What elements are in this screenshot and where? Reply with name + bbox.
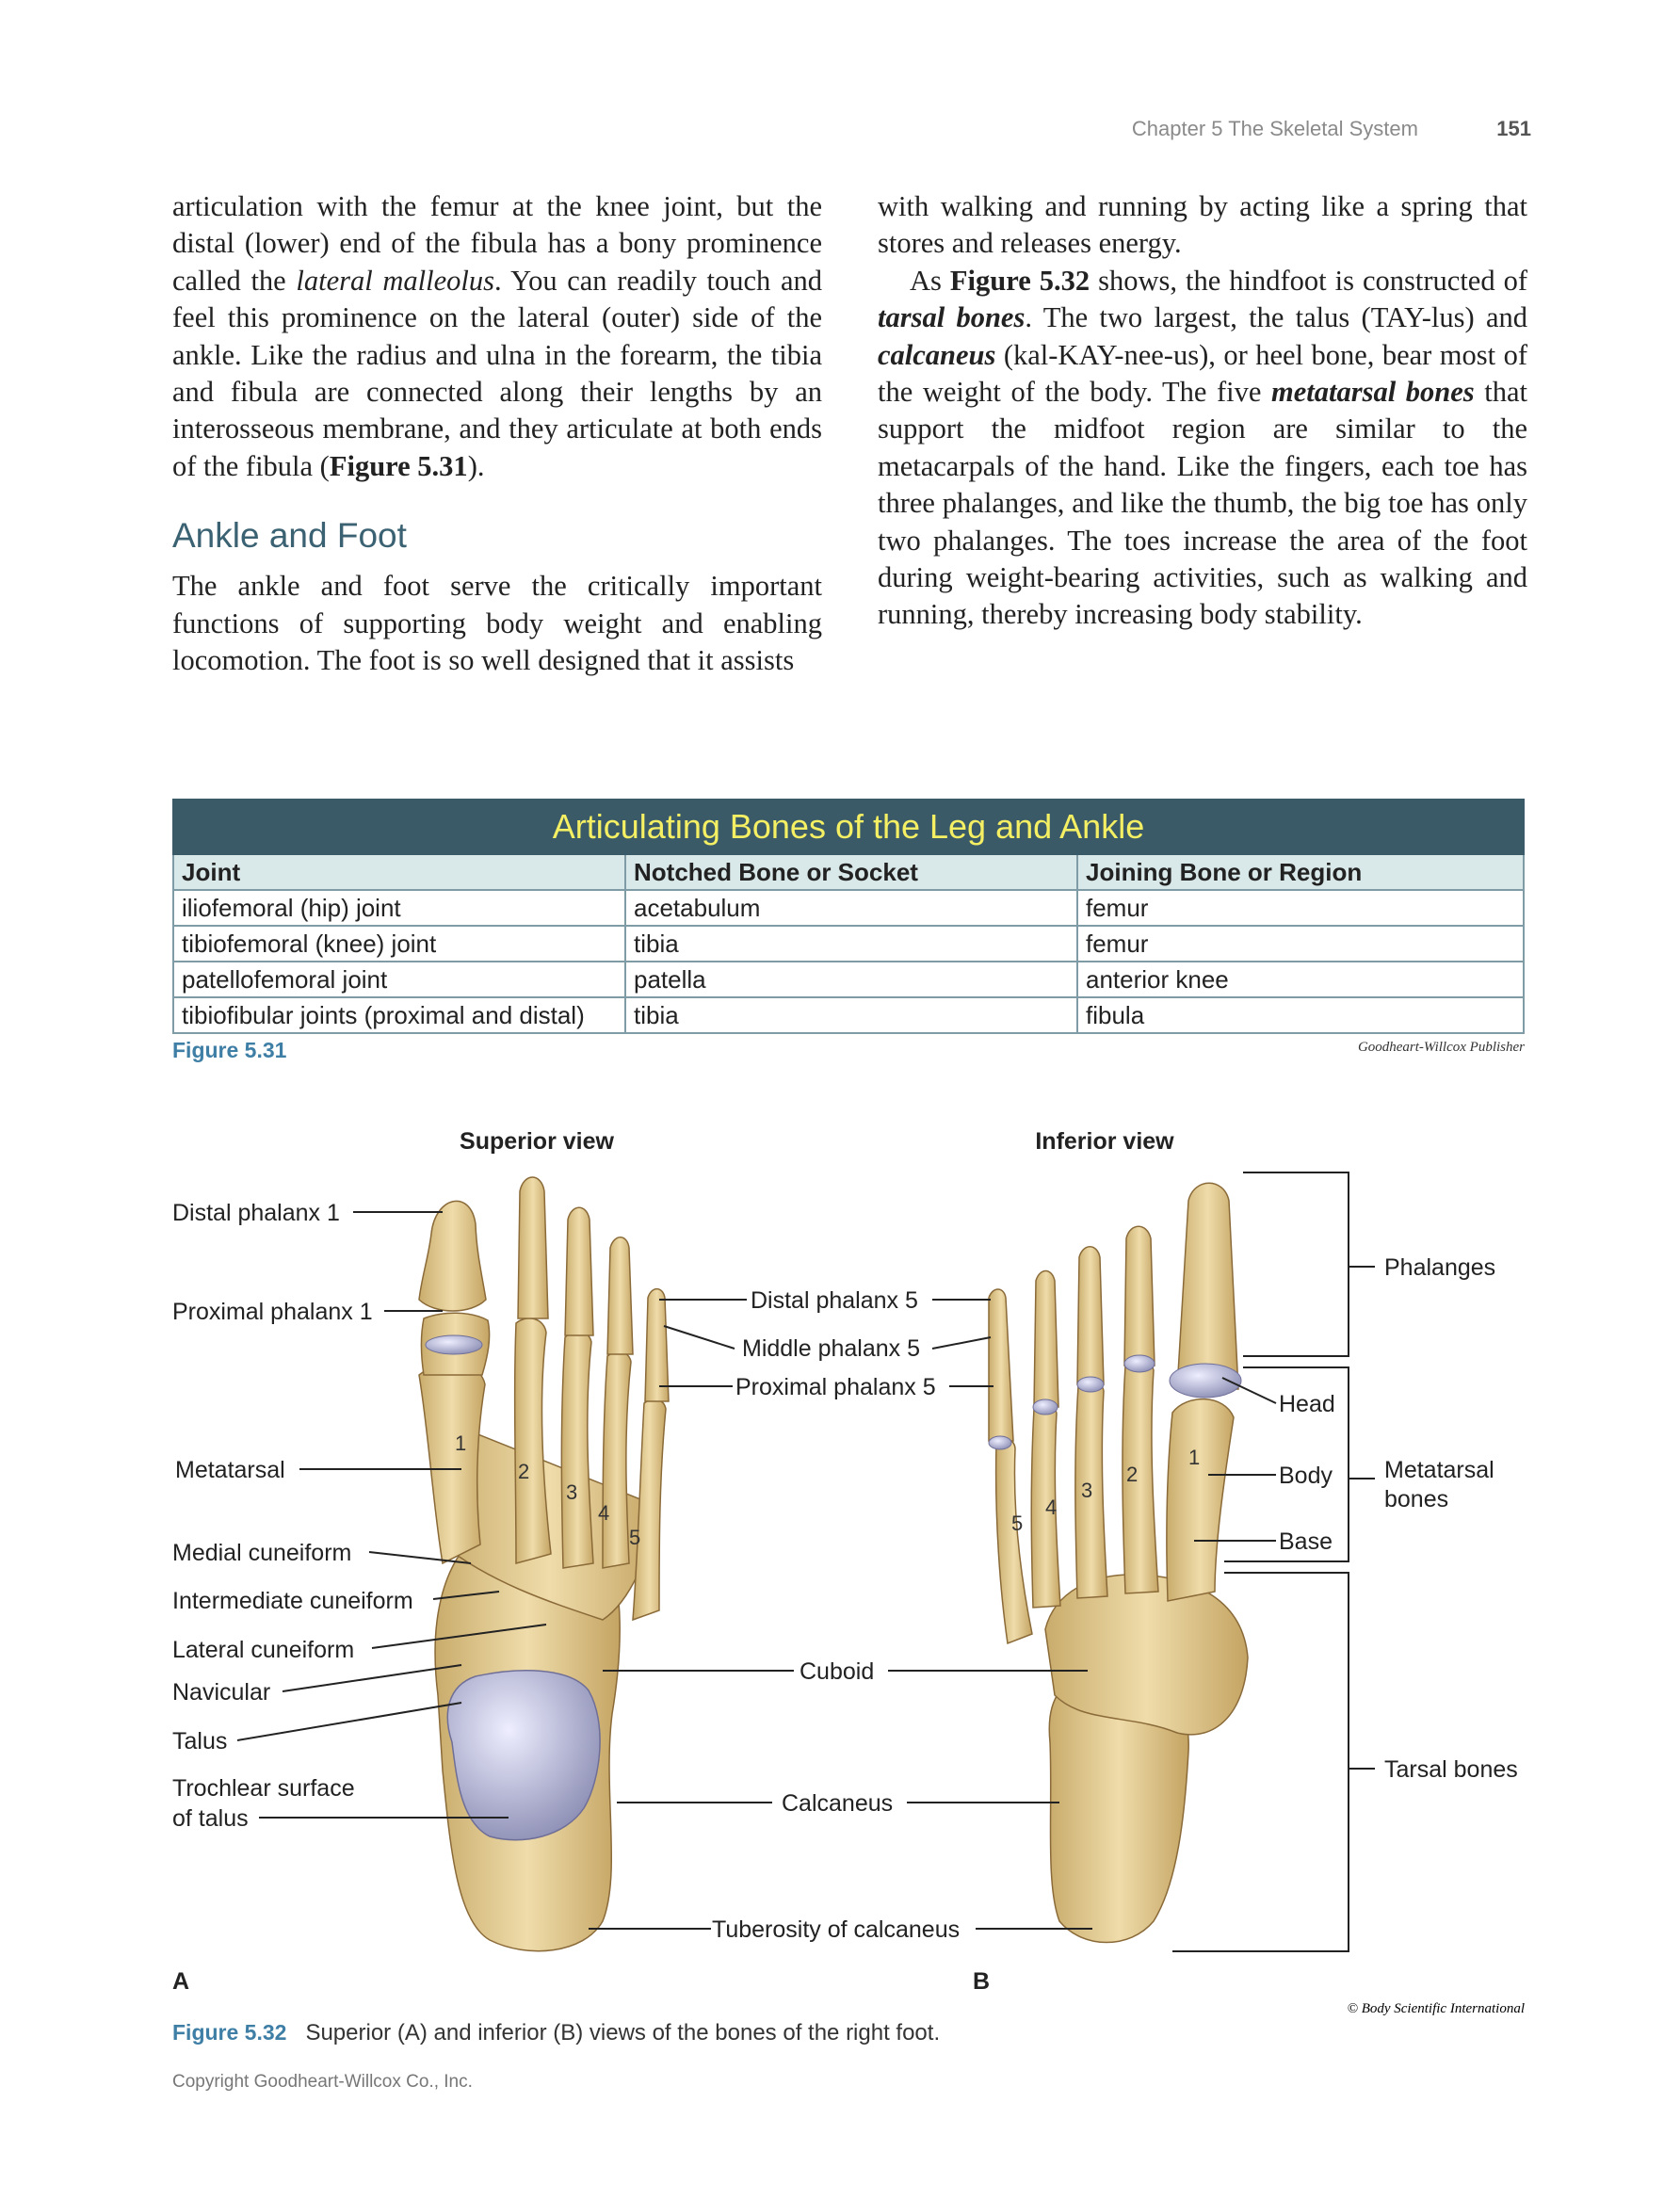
page-number: 151 [1496, 117, 1531, 140]
cartilage-3 [1077, 1377, 1104, 1392]
label-calcaneus: Calcaneus [782, 1790, 894, 1817]
chapter-title: Chapter 5 The Skeletal System [1131, 117, 1418, 140]
table-cell: tibia [625, 997, 1077, 1033]
text-run: Figure 5.32 [949, 264, 1090, 297]
table-cell: femur [1077, 926, 1524, 962]
panel-label-b: B [973, 1968, 991, 1995]
table-header: Joining Bone or Region [1077, 854, 1524, 890]
cartilage-2 [1124, 1355, 1155, 1372]
text-run: (kal-KAY-nee-us), or heel bone, bear most of the weight of the body. The five [878, 338, 1527, 409]
digit-number: 4 [598, 1501, 610, 1525]
table-cell: iliofemoral (hip) joint [173, 890, 625, 926]
label-tarsal-bones: Tarsal bones [1384, 1756, 1518, 1783]
text-run: lateral malleolus [296, 264, 494, 297]
label-proximal-phalanx-5: Proximal phalanx 5 [735, 1374, 936, 1400]
figure-5-31-table [172, 799, 1525, 1066]
table-cell: anterior knee [1077, 962, 1524, 997]
cartilage-5 [989, 1436, 1011, 1449]
copyright-footer: Copyright Goodheart-Willcox Co., Inc. [172, 2072, 473, 2092]
talus-trochlear-cartilage [447, 1671, 600, 1840]
digit-number: 3 [566, 1480, 578, 1504]
label-trochlear-surface: Trochlear surface [172, 1775, 355, 1802]
paragraph-continued [172, 188, 822, 485]
table-title: Articulating Bones of the Leg and Ankle [173, 800, 1524, 854]
figure-5-32-caption [172, 2020, 940, 2046]
label-phalanges: Phalanges [1384, 1254, 1496, 1281]
panel-label-a: A [172, 1968, 190, 1995]
foot-inferior-illustration [989, 1183, 1248, 1942]
label-proximal-phalanx-1: Proximal phalanx 1 [172, 1299, 373, 1325]
page-header [1036, 117, 1531, 145]
table-row [173, 890, 1524, 926]
label-distal-phalanx-1: Distal phalanx 1 [172, 1200, 340, 1226]
label-talus: Talus [172, 1728, 228, 1754]
foot-bones-diagram [0, 1111, 1680, 2025]
table-cell: tibiofemoral (knee) joint [173, 926, 625, 962]
label-of-talus: of talus [172, 1805, 249, 1832]
label-intermediate-cuneiform: Intermediate cuneiform [172, 1588, 413, 1614]
digit-number: 3 [1081, 1479, 1093, 1502]
table-cell: acetabulum [625, 890, 1077, 926]
table-row [173, 997, 1524, 1033]
figure-credit: © Body Scientific International [1347, 2001, 1525, 2016]
digit-number: 1 [455, 1431, 467, 1455]
table-row [173, 926, 1524, 962]
label-tuberosity-of-calcaneus: Tuberosity of calcaneus [712, 1916, 961, 1943]
digit-number: 2 [1126, 1463, 1139, 1486]
left-column [172, 188, 822, 679]
label-body: Body [1279, 1463, 1333, 1489]
label-head: Head [1279, 1391, 1335, 1417]
text-run: . The two largest, the talus (TAY-lus) and [1025, 301, 1527, 334]
text-run: tarsal bones [878, 301, 1026, 334]
cartilage-4 [1033, 1399, 1058, 1415]
figure-caption-label: Figure 5.32 [172, 2020, 287, 2045]
text-run: that support the midfoot region are similar to the metacarpals of the hand. Like the fingers, each toe has three phalanges, and like the thumb, the big toe has only two phalanges. The toes increase the area of the foot during weight-bearing activities, such as walking and running, thereby increasing body stability. [878, 376, 1527, 631]
paragraph-hindfoot [878, 263, 1527, 634]
text-run: metatarsal bones [1271, 376, 1475, 409]
digit-number: 1 [1188, 1446, 1201, 1469]
table-credit: Goodheart-Willcox Publisher [1357, 1040, 1525, 1055]
digit-number: 2 [518, 1460, 530, 1483]
table-cell: tibia [625, 926, 1077, 962]
table-cell: tibiofibular joints (proximal and distal) [173, 997, 625, 1033]
table-header: Joint [173, 854, 625, 890]
table-cell: patella [625, 962, 1077, 997]
inferior-view-title: Inferior view [1035, 1128, 1174, 1155]
label-navicular: Navicular [172, 1679, 271, 1706]
articulating-bones-table [172, 799, 1525, 1034]
digit-number: 4 [1045, 1496, 1058, 1519]
digit-number: 5 [1011, 1512, 1024, 1535]
text-run: shows, the hindfoot is constructed of [1090, 264, 1528, 297]
label-medial-cuneiform: Medial cuneiform [172, 1540, 352, 1566]
table-row [173, 962, 1524, 997]
superior-view-title: Superior view [460, 1128, 614, 1155]
text-run: ). [467, 449, 485, 482]
label-distal-phalanx-5: Distal phalanx 5 [751, 1287, 918, 1314]
figure-label: Figure 5.31 [172, 1038, 287, 1062]
table-cell: fibula [1077, 997, 1524, 1033]
figure-caption-text: Superior (A) and inferior (B) views of the bones of the right foot. [305, 2020, 941, 2045]
text-run: The ankle and foot serve the critically important functions of supporting body weight and enabling locomotion. The foot is so well designed that it assists [172, 570, 822, 677]
label-metatarsal-bones: Metatarsal [1384, 1457, 1494, 1483]
text-run: As [910, 264, 950, 297]
mtp-cartilage [426, 1335, 482, 1354]
table-header: Notched Bone or Socket [625, 854, 1077, 890]
label-lateral-cuneiform: Lateral cuneiform [172, 1637, 355, 1663]
label-middle-phalanx-5: Middle phalanx 5 [742, 1335, 921, 1362]
text-run: articulation with the femur at the knee joint, but the distal (lower) end of the fibula has a bony prominence called the [172, 190, 822, 297]
text-run: with walking and running by acting like a spring that stores and releases energy. [878, 190, 1527, 260]
text-run: calcaneus [878, 338, 996, 371]
table-cell: patellofemoral joint [173, 962, 625, 997]
label-metatarsal-bones-2: bones [1384, 1486, 1449, 1512]
right-column [878, 188, 1527, 634]
label-base: Base [1279, 1528, 1333, 1555]
text-run: . You can readily touch and feel this prominence on the lateral (outer) side of the ankle. Like the radius and ulna in the forearm, the tibia and fibula are connected along their lengths by an interosseous membrane, and they articulate at both ends of the fibula ( [172, 264, 822, 482]
digit-number: 5 [629, 1526, 641, 1549]
table-cell: femur [1077, 890, 1524, 926]
section-heading: Ankle and Foot [172, 516, 407, 556]
text-run: Figure 5.31 [329, 449, 468, 482]
paragraph-ankle-foot [172, 568, 822, 679]
label-metatarsal: Metatarsal [175, 1457, 285, 1483]
label-cuboid: Cuboid [800, 1658, 875, 1685]
paragraph-spring [878, 188, 1527, 263]
